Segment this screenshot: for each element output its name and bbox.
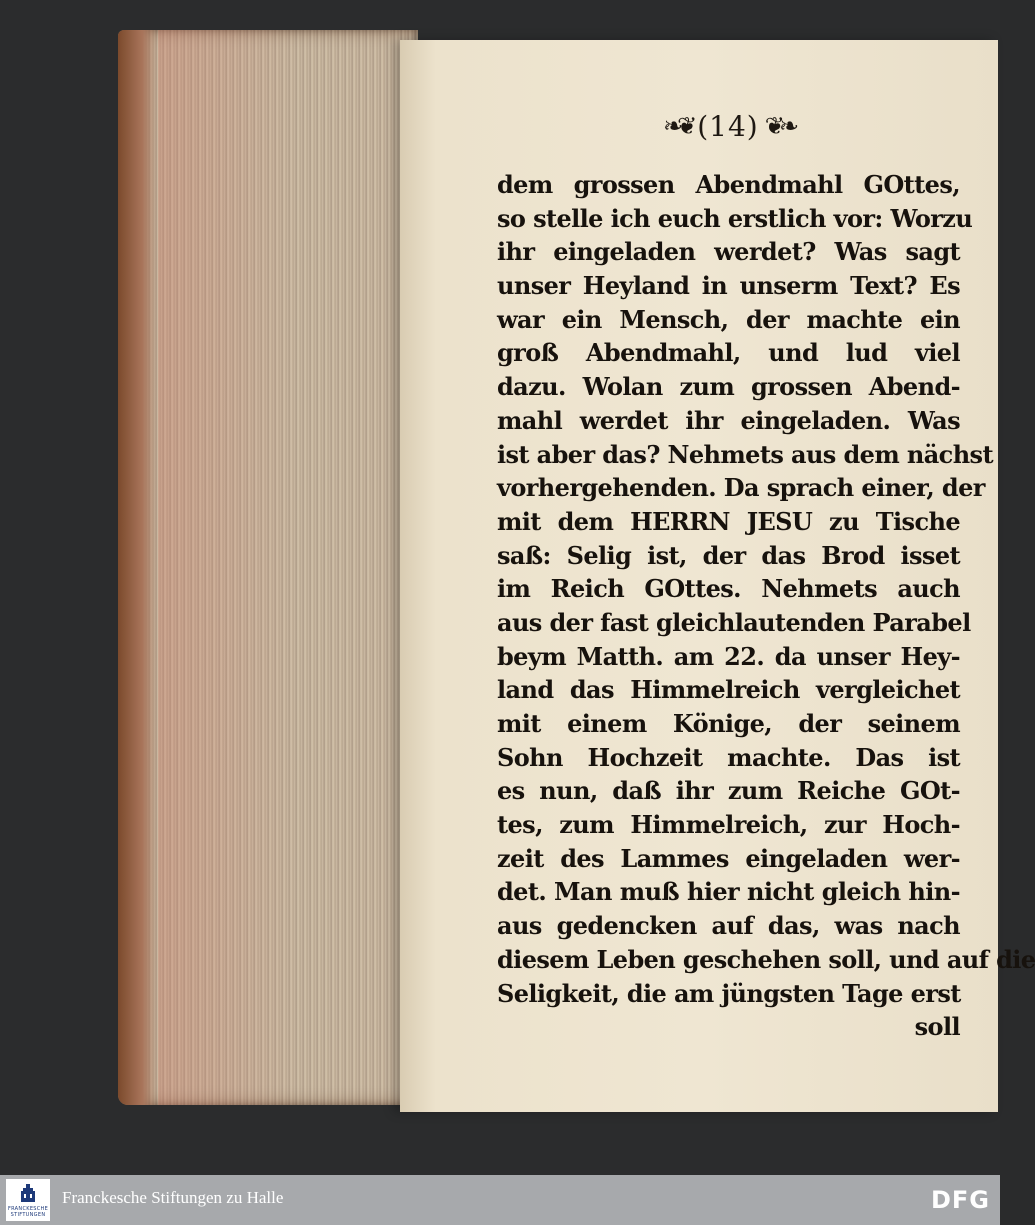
catchword: soll <box>914 1012 960 1042</box>
text-line: groß Abendmahl, und lud viel <box>497 338 960 368</box>
dfg-logo[interactable]: DFG <box>930 1186 990 1214</box>
text-line: Sohn Hochzeit machte. Das ist <box>497 742 960 772</box>
book-page-edges <box>118 30 418 1105</box>
page-text <box>497 168 1035 1044</box>
page-header <box>628 106 828 146</box>
text-line: ist aber das? Nehmets aus dem nächst <box>497 439 993 469</box>
footer-title: Franckesche Stiftungen zu Halle <box>62 1188 284 1207</box>
text-line: mit einem Könige, der seinem <box>497 709 960 738</box>
text-line: saß: Selig ist, der das Brod isset <box>497 540 960 570</box>
text-line: dazu. Wolan zum grossen Abend- <box>497 372 960 402</box>
text-line: es nun, daß ihr zum Reiche GOt- <box>497 776 960 806</box>
text-line: Seligkeit, die am jüngsten Tage erst <box>497 978 961 1008</box>
text-line: unser Heyland in unserm Text? Es <box>497 271 960 301</box>
page-number: (14) <box>697 109 759 143</box>
text-line: mit dem HERRN JESU zu Tische <box>497 506 960 536</box>
text-line: im Reich GOttes. Nehmets auch <box>497 574 960 604</box>
text-line: zeit des Lammes eingeladen wer- <box>497 843 960 873</box>
right-ornament-icon: ❦❧ <box>764 112 793 140</box>
footer-bar <box>0 1175 1000 1225</box>
text-line: mahl werdet ihr eingeladen. Was <box>497 405 960 435</box>
text-line: vorhergehenden. Da sprach einer, der <box>497 473 985 503</box>
text-line: det. Man muß hier nicht gleich hin- <box>497 877 960 907</box>
building-icon <box>21 1184 35 1202</box>
francke-foundation-logo[interactable] <box>6 1179 50 1221</box>
logo-text: FRANCKESCHE STIFTUNGEN <box>7 1206 49 1218</box>
text-line: dem grossen Abendmahl GOttes, <box>497 170 960 199</box>
left-ornament-icon: ❧❦ <box>663 112 692 140</box>
text-line: beym Matth. am 22. da unser Hey- <box>497 641 960 671</box>
text-line: aus gedencken auf das, was nach <box>497 911 960 941</box>
text-line: diesem Leben geschehen soll, und auf die <box>497 944 1035 974</box>
text-line: so stelle ich euch erstlich vor: Worzu <box>497 203 973 233</box>
text-line: tes, zum Himmelreich, zur Hoch- <box>497 810 960 840</box>
book-page <box>400 40 1035 1112</box>
text-line: aus der fast gleichlautenden Parabel <box>497 607 971 637</box>
text-line: ihr eingeladen werdet? Was sagt <box>497 237 960 267</box>
text-line: war ein Mensch, der machte ein <box>497 304 960 334</box>
text-line: land das Himmelreich vergleichet <box>497 675 960 705</box>
